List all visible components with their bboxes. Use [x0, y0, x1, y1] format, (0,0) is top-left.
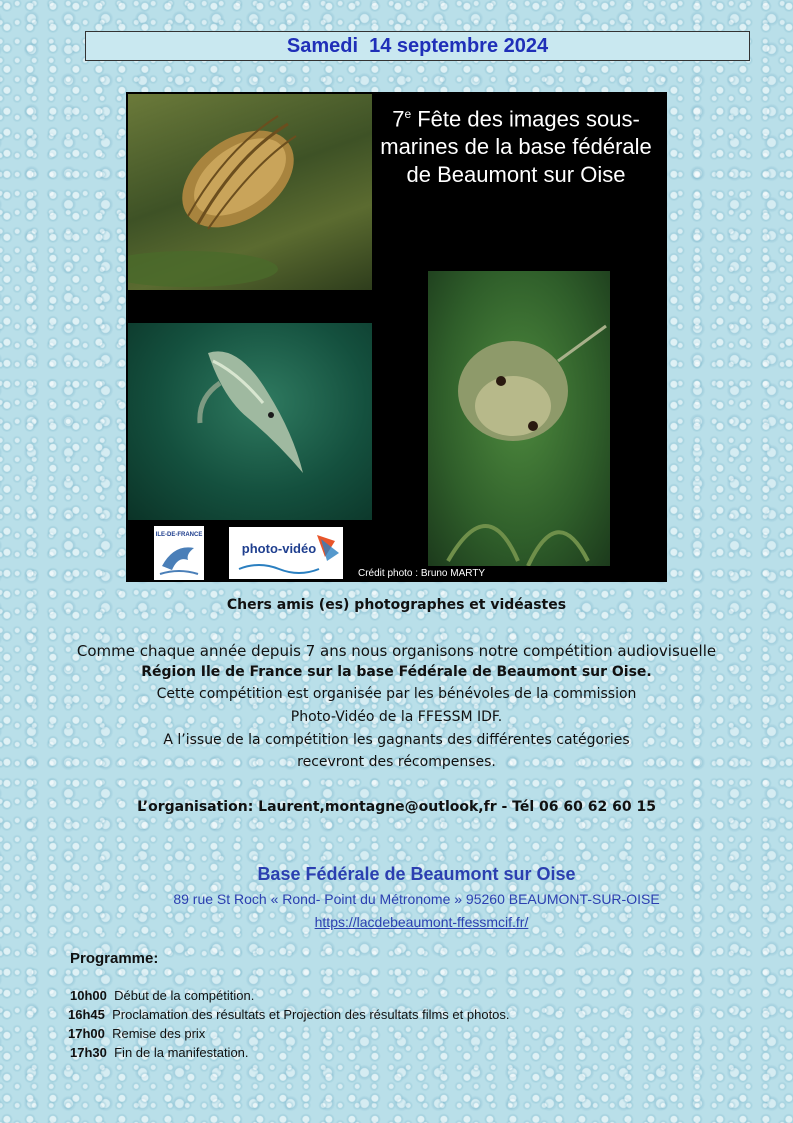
photo-video-icon — [229, 527, 343, 579]
date-banner — [85, 31, 750, 61]
programme-label: Remise des prix — [112, 1026, 206, 1041]
programme-item — [68, 1007, 510, 1022]
organisation-contact: L’organisation: Laurent,montagne@outlook,fr - Tél 06 60 62 60 15 — [137, 799, 656, 815]
pike-photo — [128, 323, 372, 520]
svg-text:ILE-DE-FRANCE: ILE-DE-FRANCE — [155, 532, 203, 538]
fish-illustration — [428, 271, 610, 566]
programme-time: 17h00 — [68, 1026, 105, 1041]
greeting: Chers amis (es) photographes et vidéastes — [226, 597, 567, 613]
mussel-illustration — [128, 94, 372, 290]
base-address: 89 rue St Roch « Rond- Point du Métronome » 95260 BEAUMONT-SUR-OISE — [173, 891, 660, 907]
photo-credit: Crédit photo : Bruno MARTY — [358, 568, 486, 579]
poster-title — [376, 100, 656, 189]
photo-video-logo — [229, 527, 343, 579]
programme-title: Programme: — [70, 950, 159, 967]
intro-line-1: Comme chaque année depuis 7 ans nous organisons notre compétition audiovisuelle — [76, 642, 717, 660]
poster-title-text: Fête des images sous-marines de la base fédérale de Beaumont sur Oise — [380, 106, 652, 188]
programme-label: Proclamation des résultats et Projection des résultats films et photos. — [112, 1007, 510, 1022]
pike-illustration — [128, 323, 372, 520]
event-date: Samedi 14 septembre 2024 — [286, 34, 549, 57]
intro-line-3: Cette compétition est organisée par les bénévoles de la commission — [156, 686, 637, 702]
event-poster — [126, 92, 667, 582]
intro-line-4: Photo-Vidéo de la FFESSM IDF. — [290, 709, 503, 725]
intro-line-5: A l’issue de la compétition les gagnants des différentes catégories — [163, 732, 630, 748]
programme-item — [68, 1026, 205, 1041]
programme-time: 16h45 — [68, 1007, 105, 1022]
fish-photo — [428, 271, 610, 566]
poster-title-number: 7 — [392, 106, 405, 132]
programme-item — [70, 1045, 249, 1060]
intro-line-2: Région Ile de France sur la base Fédérale de Beaumont sur Oise. — [141, 664, 652, 680]
programme-label: Début de la compétition. — [114, 988, 255, 1003]
intro-line-6: recevront des récompenses. — [297, 754, 496, 770]
programme-time: 10h00 — [70, 988, 107, 1003]
svg-text:photo-vidéo: photo-vidéo — [241, 541, 317, 556]
mussel-photo — [128, 94, 372, 290]
base-website-link[interactable]: https://lacdebeaumont-ffessmcif.fr/ — [314, 914, 529, 930]
programme-label: Fin de la manifestation. — [114, 1045, 249, 1060]
poster-title-sup: e — [404, 107, 412, 121]
base-name: Base Fédérale de Beaumont sur Oise — [257, 864, 576, 884]
programme-item — [70, 988, 254, 1003]
ile-de-france-logo — [154, 526, 204, 580]
dolphin-icon — [154, 526, 204, 580]
programme-time: 17h30 — [70, 1045, 107, 1060]
